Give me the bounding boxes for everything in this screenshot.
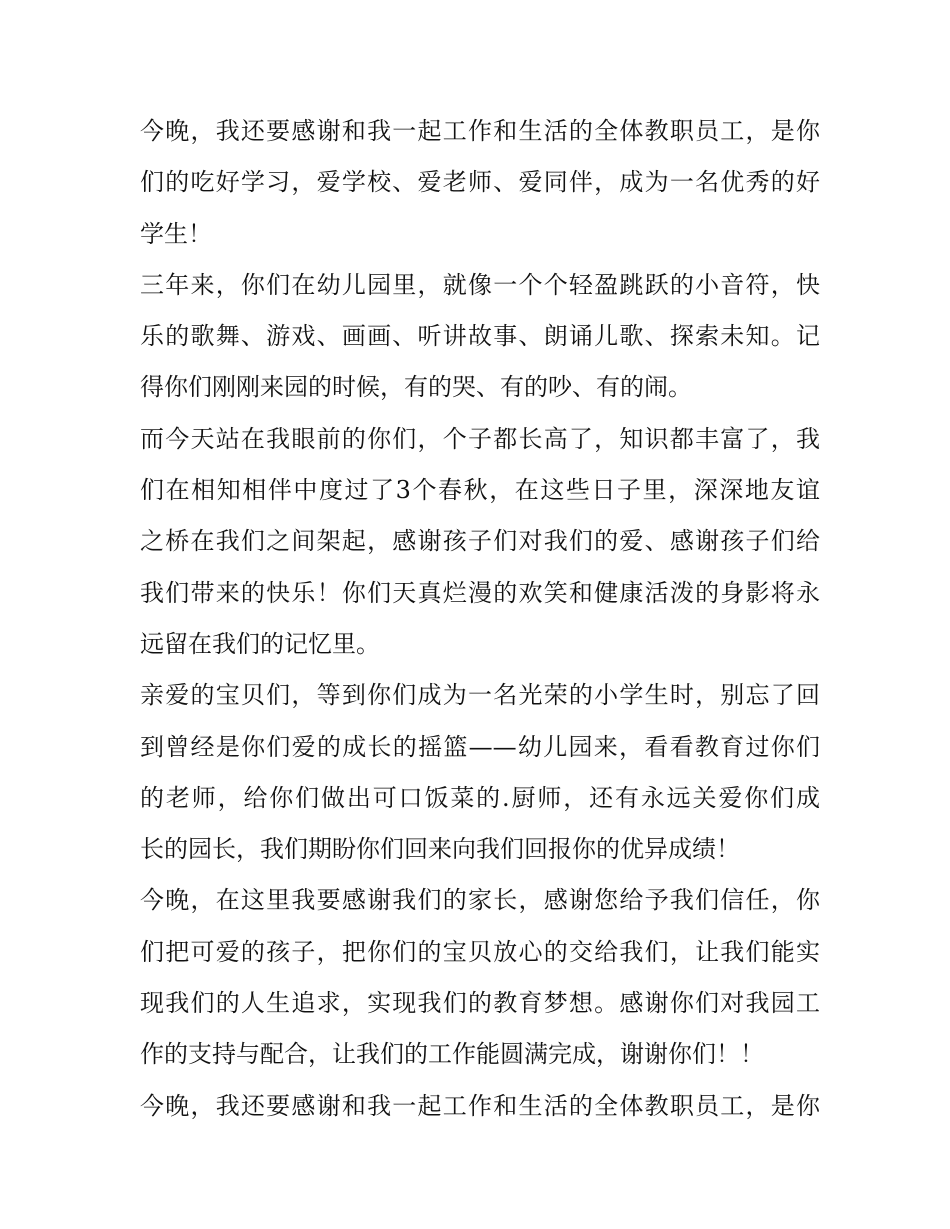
text-line: 乐的歌舞、游戏、画画、听讲故事、朗诵儿歌、探索未知。记 — [140, 322, 820, 351]
text-line: 远留在我们的记忆里。 — [140, 629, 380, 658]
paragraph — [140, 1081, 820, 1132]
text-line: 我们带来的快乐！你们天真烂漫的欢笑和健康活泼的身影将永 — [140, 578, 820, 607]
text-line: 之桥在我们之间架起，感谢孩子们对我们的爱、感谢孩子们给 — [140, 527, 820, 556]
text-line: 们把可爱的孩子，把你们的宝贝放心的交给我们，让我们能实 — [140, 937, 820, 966]
text-line: 现我们的人生追求，实现我们的教育梦想。感谢你们对我园工 — [140, 989, 820, 1018]
text-line: 三年来，你们在幼儿园里，就像一个个轻盈跳跃的小音符，快 — [140, 270, 820, 299]
document-body — [140, 106, 820, 1132]
text-line: 们在相知相伴中度过了3个春秋，在这些日子里，深深地友谊 — [140, 476, 820, 505]
text-line: 长的园长，我们期盼你们回来向我们回报你的优异成绩！ — [140, 835, 740, 864]
text-line: 的老师，给你们做出可口饭菜的.厨师，还有永远关爱你们成 — [140, 783, 820, 812]
paragraph — [140, 875, 820, 1080]
text-line: 得你们刚刚来园的时候，有的哭、有的吵、有的闹。 — [140, 373, 692, 402]
text-line: 今晚，我还要感谢和我一起工作和生活的全体教职员工，是你 — [140, 1091, 820, 1120]
text-line: 学生！ — [140, 219, 212, 248]
paragraph — [140, 670, 820, 875]
text-line: 作的支持与配合，让我们的工作能圆满完成，谢谢你们！！ — [140, 1040, 764, 1069]
paragraph — [140, 260, 820, 414]
text-line: 今晚，在这里我要感谢我们的家长，感谢您给予我们信任，你 — [140, 886, 820, 915]
text-line: 今晚，我还要感谢和我一起工作和生活的全体教职员工，是你 — [140, 117, 820, 145]
text-line: 亲爱的宝贝们，等到你们成为一名光荣的小学生时，别忘了回 — [140, 681, 820, 710]
text-line: 而今天站在我眼前的你们，个子都长高了，知识都丰富了，我 — [140, 424, 820, 453]
paragraph — [140, 106, 820, 260]
paragraph — [140, 414, 820, 670]
text-line: 们的吃好学习，爱学校、爱老师、爱同伴，成为一名优秀的好 — [140, 168, 820, 197]
text-line: 到曾经是你们爱的成长的摇篮——幼儿园来，看看教育过你们 — [140, 732, 820, 761]
